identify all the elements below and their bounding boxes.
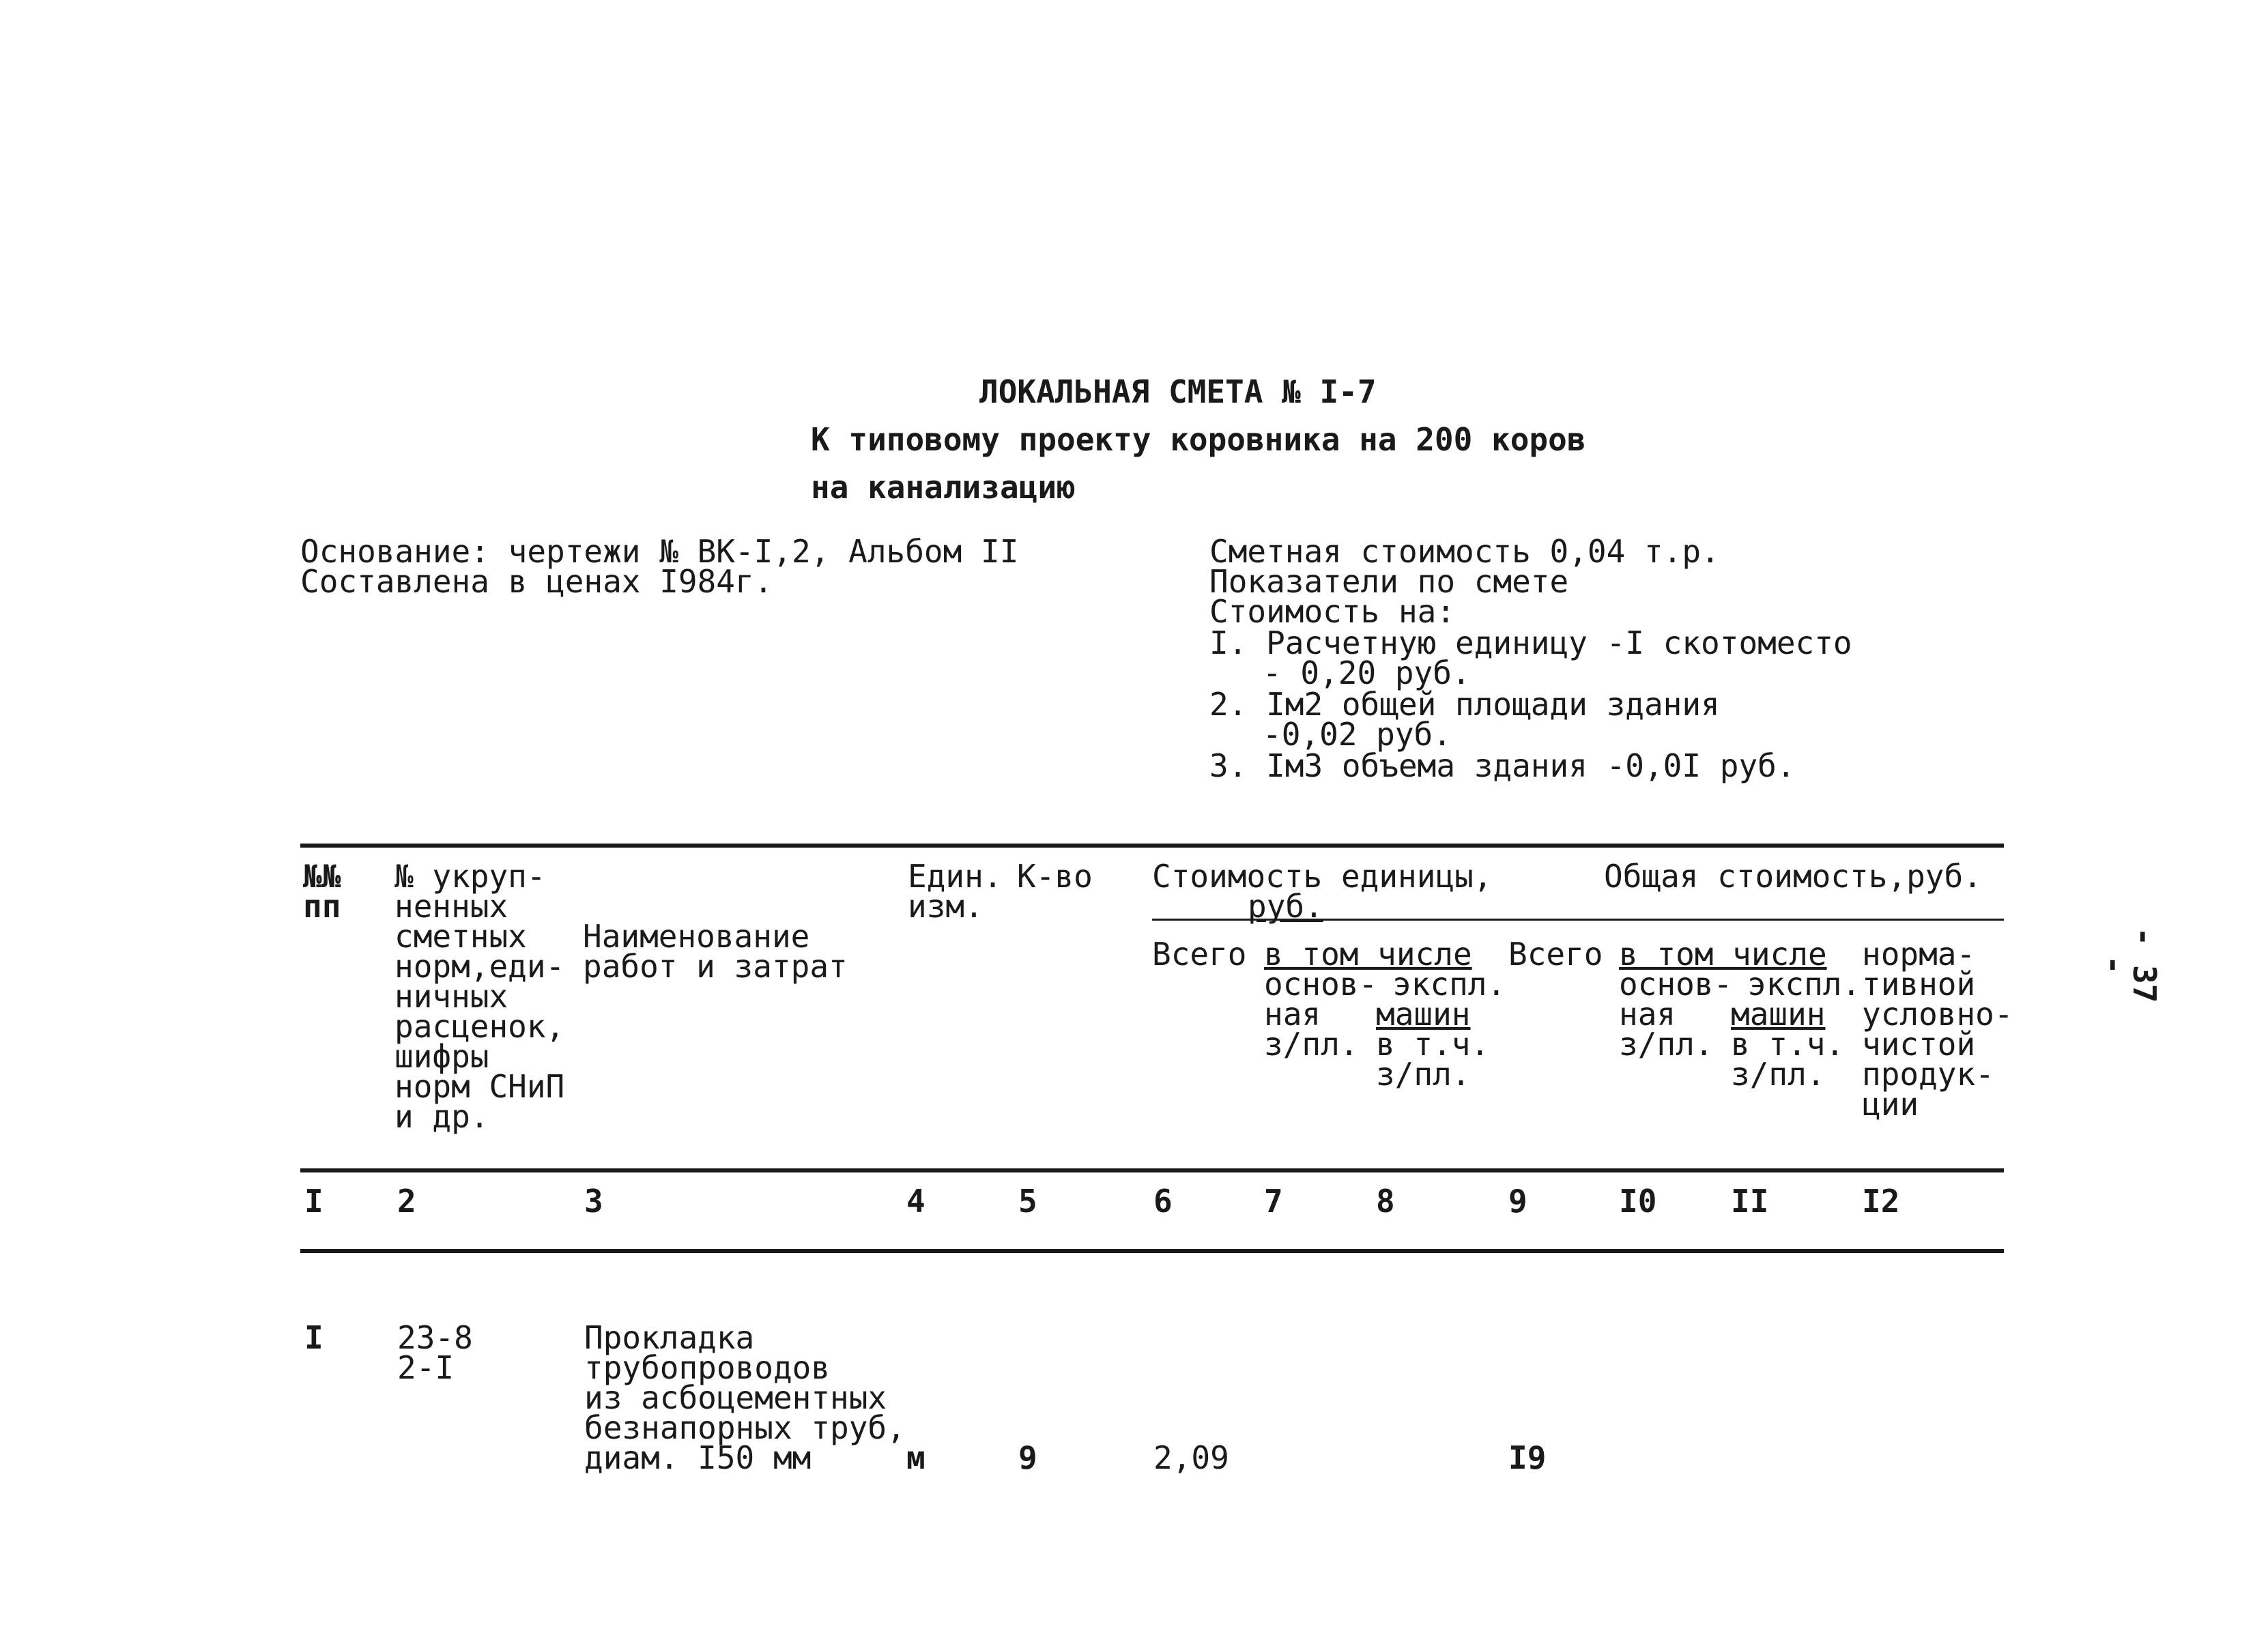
- column-number: 9: [1508, 1183, 1527, 1220]
- header-code: № укруп- ненных сметных норм,еди- ничных расценок, шифры норм СНиП и др.: [394, 858, 565, 1135]
- header-total-machines-b: машин: [1731, 996, 1826, 1033]
- header-name: Наименование работ и затрат: [583, 918, 848, 985]
- row-unit: м: [906, 1439, 925, 1476]
- header-unit: Един. изм.: [908, 858, 1003, 925]
- summary-item-2: 2. Iм2 общей площади здания: [1209, 686, 1720, 723]
- header-unit-cost-rub: руб.: [1248, 888, 1323, 925]
- header-unit-machines-b: машин: [1376, 996, 1471, 1033]
- header-total-incl: в том числе: [1619, 936, 1827, 973]
- summary-item-2-value: -0,02 руб.: [1263, 716, 1452, 753]
- row-num: I: [304, 1319, 324, 1356]
- column-number: 3: [584, 1183, 603, 1220]
- document-title: ЛОКАЛЬНАЯ СМЕТА № I-7: [979, 373, 1377, 410]
- summary-item-1-value: - 0,20 руб.: [1263, 654, 1471, 691]
- row-total-cost: I9: [1508, 1439, 1547, 1476]
- row-code: 23-8 2-I: [397, 1319, 473, 1386]
- document-subtitle: К типовому проекту коровника на 200 коров: [811, 421, 1586, 458]
- column-number: 8: [1376, 1183, 1395, 1220]
- basis-line-2: Составлена в ценах I984г.: [300, 563, 773, 600]
- summary-indicators: Показатели по смете: [1209, 563, 1569, 600]
- header-total-base-pay: основ- ная з/пл.: [1619, 966, 1733, 1063]
- row-unit-cost-total: 2,09: [1153, 1439, 1229, 1476]
- row-name: Прокладка трубопроводов из асбоцементных безнапорных труб, диам. I50 мм: [584, 1319, 906, 1476]
- summary-item-3: 3. Iм3 объема здания -0,0I руб.: [1209, 747, 1796, 784]
- header-total-cost: Общая стоимость,руб.: [1604, 858, 1982, 895]
- column-number: 2: [397, 1183, 416, 1220]
- column-number: I: [304, 1183, 324, 1220]
- header-unit-all: Всего: [1152, 936, 1247, 973]
- header-total-machines-a: экспл.: [1747, 966, 1861, 1003]
- page-number: - 37 -: [2096, 927, 2163, 1003]
- column-number: 6: [1153, 1183, 1173, 1220]
- header-unit-machines-a: экспл.: [1392, 966, 1506, 1003]
- summary-cost-for: Стоимость на:: [1209, 593, 1456, 630]
- header-qty: К-во: [1017, 858, 1093, 895]
- column-number: I2: [1862, 1183, 1900, 1220]
- table-top-rule: [300, 844, 2004, 848]
- header-num: №№ пп: [303, 858, 341, 925]
- summary-cost: Сметная стоимость 0,04 т.р.: [1209, 533, 1720, 570]
- column-number: 7: [1264, 1183, 1283, 1220]
- header-total-machines-pay: в т.ч. з/пл.: [1731, 1026, 1845, 1093]
- summary-item-1: I. Расчетную единицу -I скотоместо: [1209, 624, 1852, 661]
- column-number: 4: [906, 1183, 925, 1220]
- document-subtitle-2: на канализацию: [811, 469, 1076, 506]
- column-number: 5: [1018, 1183, 1037, 1220]
- header-unit-incl: в том числе: [1264, 936, 1472, 973]
- column-number: I0: [1619, 1183, 1657, 1220]
- header-unit-base-pay: основ- ная з/пл.: [1264, 966, 1378, 1063]
- row-qty: 9: [1018, 1439, 1037, 1476]
- header-unit-cost: Стоимость единицы,: [1152, 858, 1493, 895]
- column-number: II: [1731, 1183, 1769, 1220]
- header-bottom-rule: [300, 1168, 2004, 1172]
- column-numbers-rule: [300, 1249, 2004, 1253]
- basis-line-1: Основание: чертежи № ВК-I,2, Альбом II: [300, 533, 1019, 570]
- header-total-all: Всего: [1508, 936, 1603, 973]
- header-unit-machines-pay: в т.ч. з/пл.: [1376, 1026, 1490, 1093]
- header-normative-output: норма- тивной условно- чистой продук- ции: [1862, 936, 2013, 1123]
